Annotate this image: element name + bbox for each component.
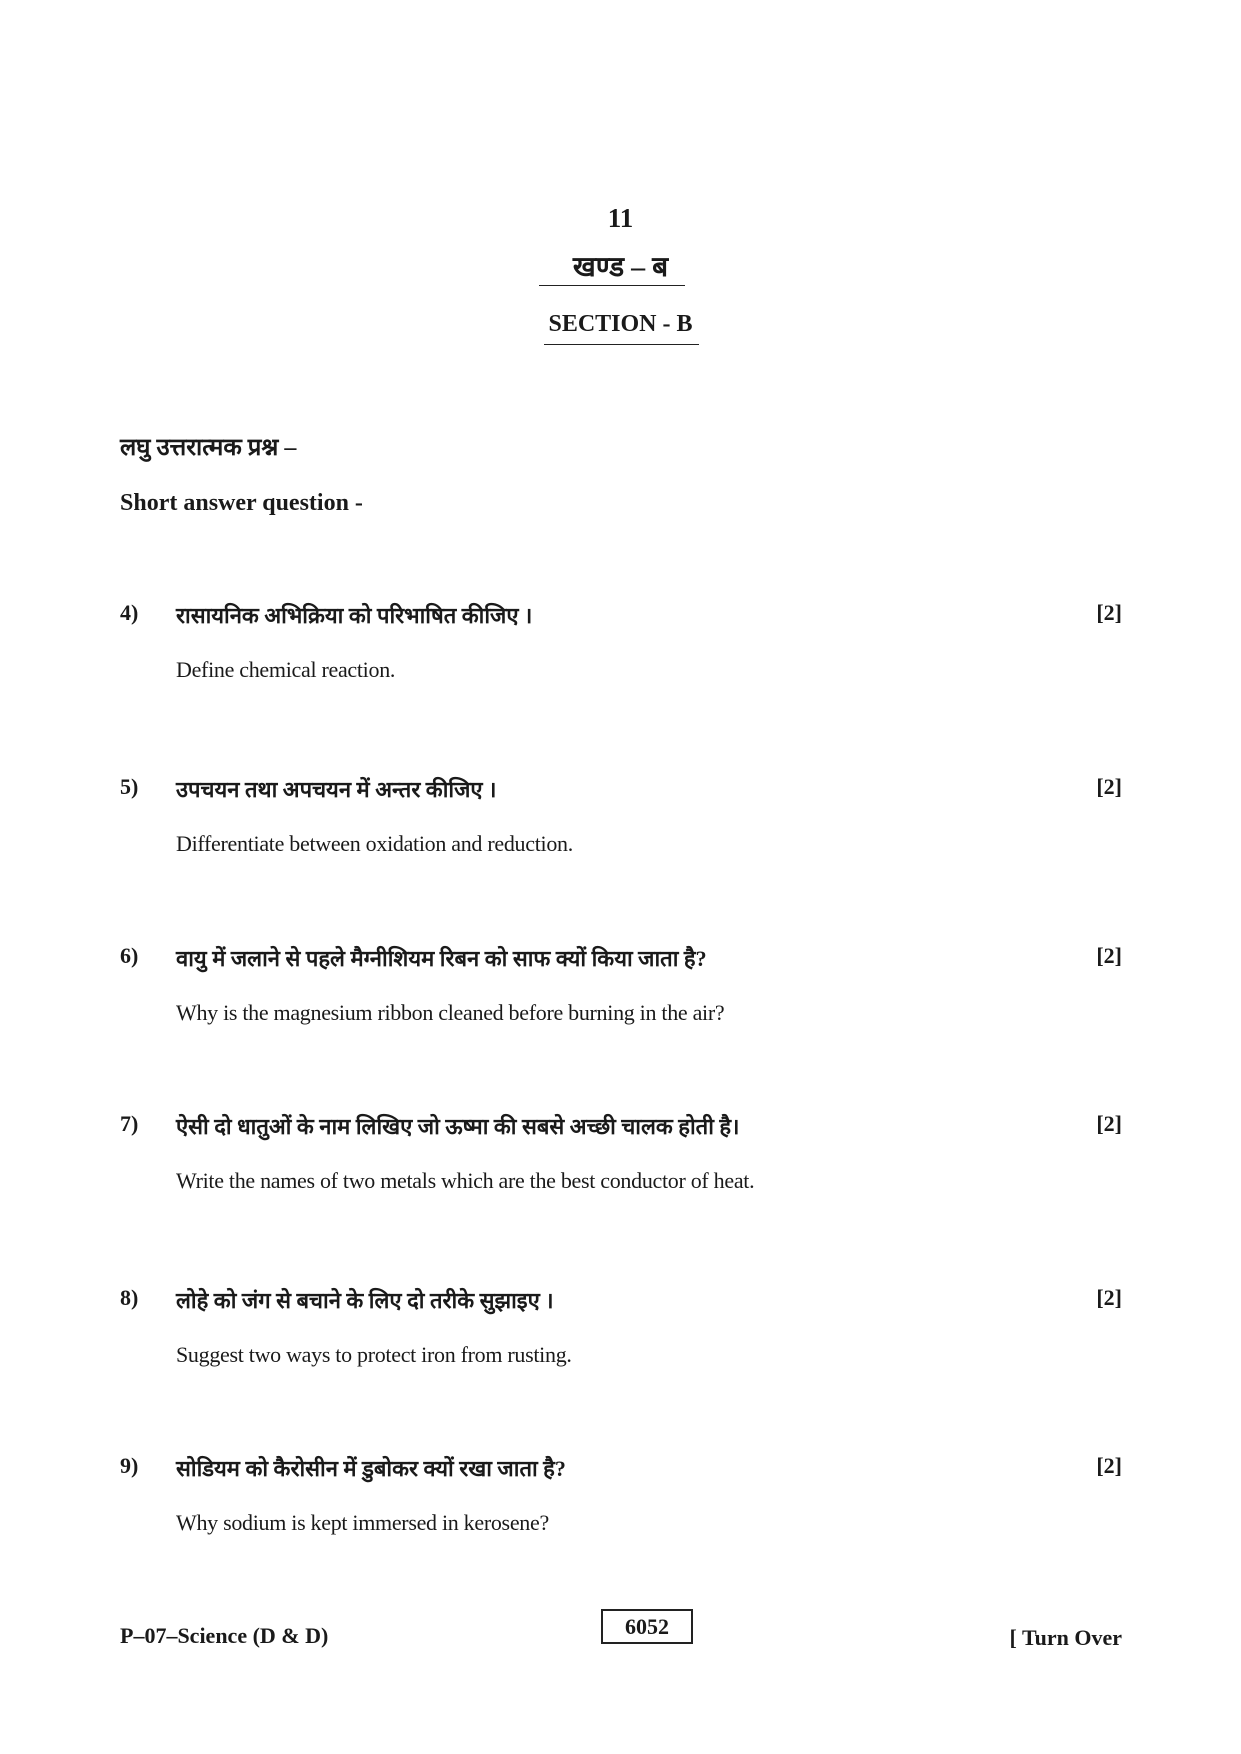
question-marks: [2] [1096,1453,1122,1478]
question-item [120,1453,1122,1563]
section-title-hindi-underline [539,285,685,286]
question-number: 4) [120,600,139,625]
question-number: 5) [120,774,139,799]
question-item [120,774,1122,884]
question-number: 9) [120,1453,139,1478]
section-title-english-underline [544,344,699,345]
question-text-english: Write the names of two metals which are the best conductor of heat. [176,1168,755,1193]
question-text-hindi: सोडियम को कैरोसीन में डुबोकर क्यों रखा जाता है? [176,1456,566,1481]
question-text-hindi: उपचयन तथा अपचयन में अन्तर कीजिए । [176,777,497,802]
question-type-heading-english: Short answer question - [120,490,363,516]
question-item [120,1285,1122,1395]
question-text-english: Suggest two ways to protect iron from rusting. [176,1342,572,1367]
question-text-english: Define chemical reaction. [176,657,396,682]
question-marks: [2] [1096,600,1122,625]
question-number: 6) [120,943,139,968]
question-marks: [2] [1096,943,1122,968]
question-item [120,600,1122,710]
question-marks: [2] [1096,1111,1122,1136]
question-item [120,1111,1122,1221]
question-text-hindi: रासायनिक अभिक्रिया को परिभाषित कीजिए । [176,603,533,628]
question-text-english: Why is the magnesium ribbon cleaned before burning in the air? [176,1000,725,1025]
paper-code: P–07–Science (D & D) [120,1623,329,1648]
question-type-heading-hindi: लघु उत्तरात्मक प्रश्न – [120,435,297,461]
question-item [120,943,1122,1053]
page-number: 11 [607,203,634,233]
question-text-hindi: लोहे को जंग से बचाने के लिए दो तरीके सुझाइए । [176,1288,554,1313]
section-title-english: SECTION - B [548,311,693,337]
question-text-english: Why sodium is kept immersed in kerosene? [176,1510,549,1535]
booklet-code-box: 6052 [601,1609,693,1644]
question-marks: [2] [1096,774,1122,799]
question-number: 7) [120,1111,139,1136]
question-number: 8) [120,1285,139,1310]
question-marks: [2] [1096,1285,1122,1310]
question-text-hindi: वायु में जलाने से पहले मैग्नीशियम रिबन को साफ क्यों किया जाता है? [176,946,707,971]
turn-over-note: [ Turn Over [1009,1625,1122,1650]
question-text-hindi: ऐसी दो धातुओं के नाम लिखिए जो ऊष्मा की सबसे अच्छी चालक होती है। [176,1114,740,1139]
question-text-english: Differentiate between oxidation and reduction. [176,831,573,856]
section-title-hindi: खण्ड – ब [572,252,669,283]
